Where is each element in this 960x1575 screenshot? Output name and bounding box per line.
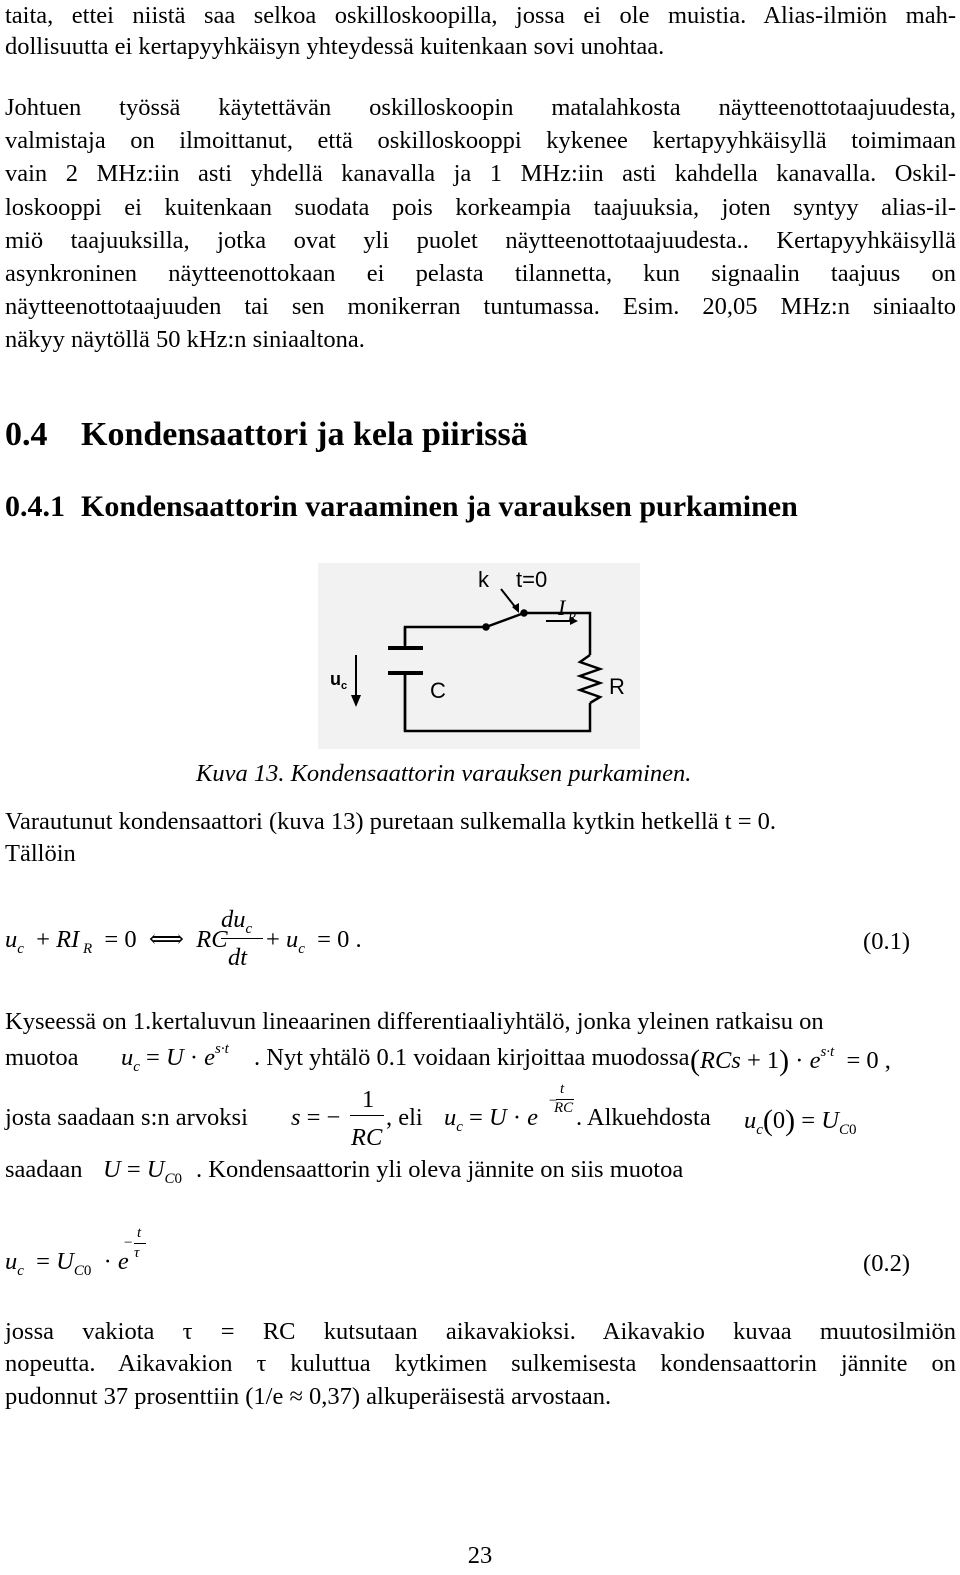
section-number: 0.4 — [5, 416, 48, 453]
figure-caption: Kuva 13. Kondensaattorin varauksen purkaminen. — [196, 760, 692, 787]
text-fragment: , eli — [386, 1104, 423, 1131]
text-line: valmistaja on ilmoittanut, että oskilloskooppi kykenee kertapyyhkäisyllä toimimaan — [5, 127, 956, 154]
document-page: taita, ettei niistä saa selkoa oskilloskoopilla, jossa ei ole muistia. Alias-ilmiön mah- dollisuutta ei kertapyyhkäisyn yhteydessä kuitenkaan sovi unohtaa. Johtuen työssä käytettävän oskilloskoopin matalahkosta näytteenottotaajuudesta, valmistaja on ilmoittanut, että oskilloskooppi kykenee kertapyyhkäisyllä toimimaan vain 2 MHz:iin asti yhdellä kanavalla ja 1 MHz:iin asti kahdella kanavalla. Oskil- loskooppi ei kuitenkaan suodata pois korkeampia taajuuksia, joten syntyy alias-il- miö taajuuksilla, jotka ovat yli puolet näytteenottotaajuudesta.. Kertapyyhkäisyllä asynkroninen näytteenottokaan ei pelasta tilannetta, kun signaalin taajuus on näytteenottotaajuuden tai sen monikerran tuntumassa. Esim. 20,05 MHz:n siniaalto näkyy näytöllä 50 kHz:n siniaaltona. 0.4 Kondensaattori ja kela piirissä 0.4.1 Kondensaattorin varaaminen ja varauksen purkaminen k t=0 I R u c C R Kuva 13. Kondensaattorin varauksen purkaminen. Varautunut kondensaattori (kuva 13) puretaan sulkemalla kytkin hetkellä t = 0. Tällöin $u_c$ + RI $_R$ = 0 ⟺ RC $du_c$ dt + $u_c = 0$ . (0.1) Kyseessä on 1.kertaluvun lineaarinen differentiaaliyhtälö, jonka yleinen ratkaisu on muotoa $u_c = U \cdot e^{s\cdot t}$ . Nyt yhtälö 0.1 voidaan kirjoittaa muodossa $(RCs + 1) \cdot e^{s\cdot t} = 0$ , josta saadaan s:n arvoksi s = − 1 RC , eli $u_c = U \cdot e$ − t RC . Alkuehdosta $u_c(0) = U_{C0}$ saadaan $U = U_{C0}$ . Kondensaattorin yli oleva jännite on siis muotoa $u_c = U_{C0} \cdot e$ − t τ (0.2) jossa vakiota τ = RC kutsutaan aikavakioksi. Aikavakio kuvaa muutosilmiön nopeutta. Aikavakion τ kuluttua kytkimen sulkemisesta kondensaattorin jännite on pudonnut 37 prosenttiin (1/e ≈ 0,37) alkuperäisestä arvostaan. 23 — [0, 0, 960, 1575]
capacitor-label: C — [430, 678, 446, 703]
current-subscript: R — [568, 609, 576, 624]
section-heading — [5, 416, 528, 454]
text-line: dollisuutta ei kertapyyhkäisyn yhteydessä kuitenkaan sovi unohtaa. — [5, 33, 665, 60]
text-fragment: saadaan — [5, 1156, 83, 1183]
inline-formula: $U = U_{C0}$ — [103, 1156, 182, 1187]
resistor-symbol — [580, 655, 600, 703]
inline-formula: $u_c = U \cdot e^{s\cdot t}$ — [121, 1041, 229, 1075]
wire-top-right — [524, 613, 590, 655]
text-fragment: . Alkuehdosta — [576, 1104, 711, 1131]
circuit-diagram — [318, 563, 640, 749]
page-number: 23 — [467, 1542, 493, 1569]
text-line: taita, ettei niistä saa selkoa oskilloskoopilla, jossa ei ole muistia. Alias-ilmiön mah- — [5, 2, 956, 29]
text-line: vain 2 MHz:iin asti yhdellä kanavalla ja 1 MHz:iin asti kahdella kanavalla. Oskil- — [5, 160, 956, 187]
text-line: asynkroninen näytteenottokaan ei pelasta tilannetta, kun signaalin taajuus on — [5, 260, 956, 287]
text-line: näkyy näytöllä 50 kHz:n siniaaltona. — [5, 326, 365, 353]
subsection-heading — [5, 490, 798, 524]
voltage-arrowhead — [351, 695, 361, 707]
voltage-subscript: c — [341, 680, 348, 692]
voltage-label: u — [330, 669, 341, 689]
wire-top-left — [405, 627, 483, 645]
text-fragment: muotoa — [5, 1044, 79, 1071]
time-label: t=0 — [516, 567, 548, 592]
text-line: Kyseessä on 1.kertaluvun lineaarinen differentiaaliyhtälö, jonka yleinen ratkaisu on — [5, 1008, 824, 1035]
text-line: jossa vakiota τ = RC kutsutaan aikavakioksi. Aikavakio kuvaa muutosilmiön — [5, 1318, 956, 1345]
switch-blade — [486, 613, 524, 627]
text-fragment: . Kondensaattorin yli oleva jännite on siis muotoa — [196, 1156, 684, 1183]
inline-formula: $(RCs + 1) \cdot e^{s\cdot t} = 0$ , — [690, 1044, 891, 1077]
switch-label-arrow — [501, 589, 516, 608]
switch-label: k — [478, 567, 489, 592]
equation-number: (0.2) — [863, 1250, 910, 1277]
circuit-svg — [318, 563, 640, 749]
text-line: pudonnut 37 prosenttiin (1/e ≈ 0,37) alkuperäisestä arvostaan. — [5, 1383, 612, 1410]
text-fragment: josta saadaan s:n arvoksi — [5, 1104, 248, 1131]
text-line: miö taajuuksilla, jotka ovat yli puolet näytteenottotaajuudesta.. Kertapyyhkäisyllä — [5, 227, 956, 254]
inline-formula: s = − — [291, 1104, 341, 1131]
section-title: Kondensaattori ja kela piirissä — [81, 416, 528, 453]
inline-formula: $u_c(0) = U_{C0}$ — [744, 1104, 857, 1138]
equation-number: (0.1) — [863, 928, 910, 955]
text-line: loskooppi ei kuitenkaan suodata pois korkeampia taajuuksia, joten syntyy alias-il- — [5, 194, 956, 221]
resistor-label: R — [609, 674, 625, 699]
subsection-number: 0.4.1 — [5, 490, 65, 523]
text-line: näytteenottotaajuuden tai sen monikerran tuntumassa. Esim. 20,05 MHz:n siniaalto — [5, 293, 956, 320]
current-label: I — [558, 595, 566, 620]
text-line: nopeutta. Aikavakion τ kuluttua kytkimen sulkemisesta kondensaattorin jännite on — [5, 1350, 956, 1377]
text-line: Tällöin — [5, 840, 76, 867]
text-fragment: . Nyt yhtälö 0.1 voidaan kirjoittaa muodossa — [254, 1044, 690, 1071]
text-line: Varautunut kondensaattori (kuva 13) puretaan sulkemalla kytkin hetkellä t = 0. — [5, 808, 777, 835]
subsection-title: Kondensaattorin varaaminen ja varauksen purkaminen — [81, 490, 798, 523]
text-line: Johtuen työssä käytettävän oskilloskoopin matalahkosta näytteenottotaajuudesta, — [5, 94, 956, 121]
inline-formula: $u_c = U \cdot e$ — [444, 1104, 538, 1135]
